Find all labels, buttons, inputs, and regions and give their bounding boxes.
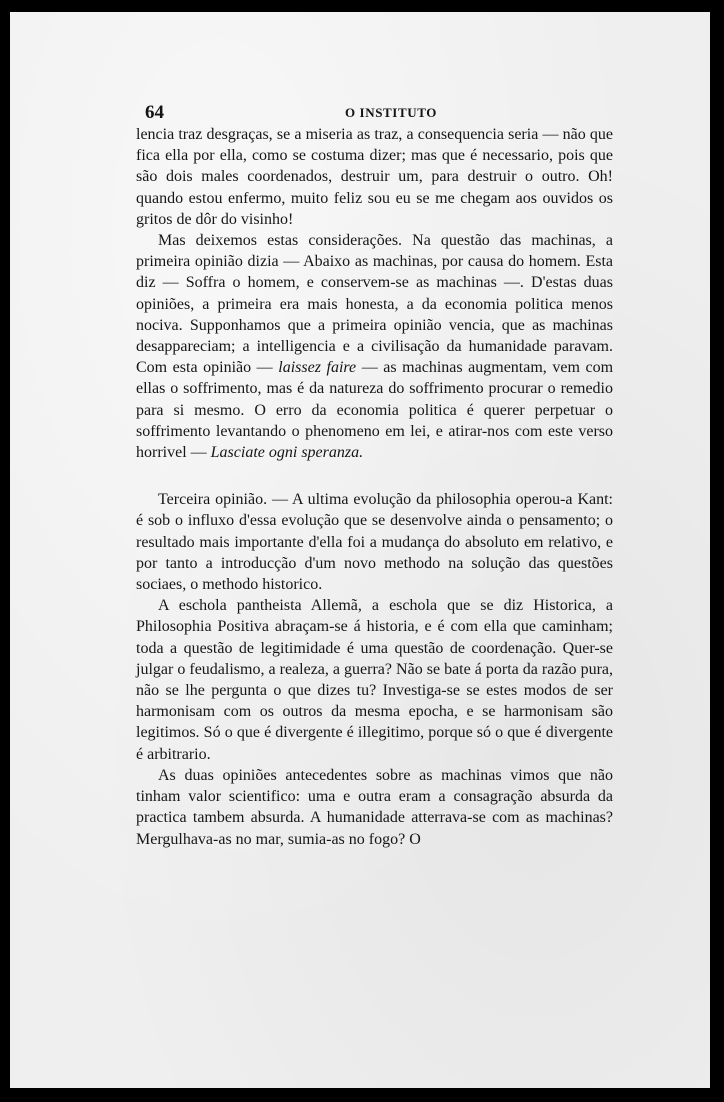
paragraph-4: A eschola pantheista Allemã, a eschola que se diz Historica, a Philosophia Positiva abraçam-se á historia, e é com ella que caminham; toda a questão de legitimidade é uma questão de coordenação. Quer-se julgar o feudalismo, a realeza, a guerra? Não se bate á porta da razão pura, não se lhe pergunta o que dizes tu? Investiga-se se estes modos de ser harmonisam com os outros da mesma epocha, e se harmonisam são legitimos. Só o que é divergente é illegitimo, porque só o que é divergente é arbitrario. (136, 597, 613, 763)
paragraph-2-text-a: Mas deixemos estas considerações. Na questão das machinas, a primeira opinião dizia — Abaixo as machinas, por causa do homem. Esta diz — Soffra o homem, e conservem-se as machinas —. D'estas duas opiniões, a primeira era mais honesta, a da economia politica menos nociva. Supponhamos que a primeira opinião vencia, que as machinas desappareciam; a intelligencia e a civilisação da humanidade paravam. Com esta opinião — (136, 232, 613, 377)
paragraph-gap (136, 463, 613, 489)
paragraph-2-italic-laissez-faire: laissez faire (278, 359, 357, 377)
paragraph-2-italic-lasciate: Lasciate ogni speranza. (210, 444, 364, 462)
page-header (145, 102, 625, 124)
page-number: 64 (145, 102, 164, 123)
paragraph-1: lencia traz desgraças, se a miseria as traz, a consequencia seria — não que fica ella por ella, como se costuma dizer; mas que é necessario, pois que são dois males coordenados, destruir um, para destruir o outro. Oh! quando estou enfermo, muito feliz sou eu se me chegam aos ouvidos os gritos de dôr do visinho! (136, 126, 613, 228)
paragraph-5: As duas opiniões antecedentes sobre as machinas vimos que não tinham valor scientifico: uma e outra eram a consagração absurda da practica tambem absurda. A humanidade atterrava-se com as machinas? Mergulhava-as no mar, sumia-as no fogo? O (136, 766, 613, 848)
paragraph-3: Terceira opinião. — A ultima evolução da philosophia operou-a Kant: é sob o influxo d'essa evolução que se desenvolve ainda o pensamento; o resultado mais importante d'ella foi a mudança do absoluto em relativo, e por tanto a introducção d'um novo methodo na solução das questões sociaes, o methodo historico. (136, 491, 613, 594)
paragraph-2-text-b: — as machinas augmentam, vem com ellas o soffrimento, mas é da natureza do soffrimento procurar o remedio para si mesmo. O erro da economia politica é querer perpetuar o soffrimento levantando o phenomeno em lei, e atirar-nos com este verso horrivel — (136, 359, 614, 462)
paragraph-2 (136, 230, 613, 463)
running-title: O INSTITUTO (345, 105, 437, 120)
body-text (136, 124, 613, 850)
